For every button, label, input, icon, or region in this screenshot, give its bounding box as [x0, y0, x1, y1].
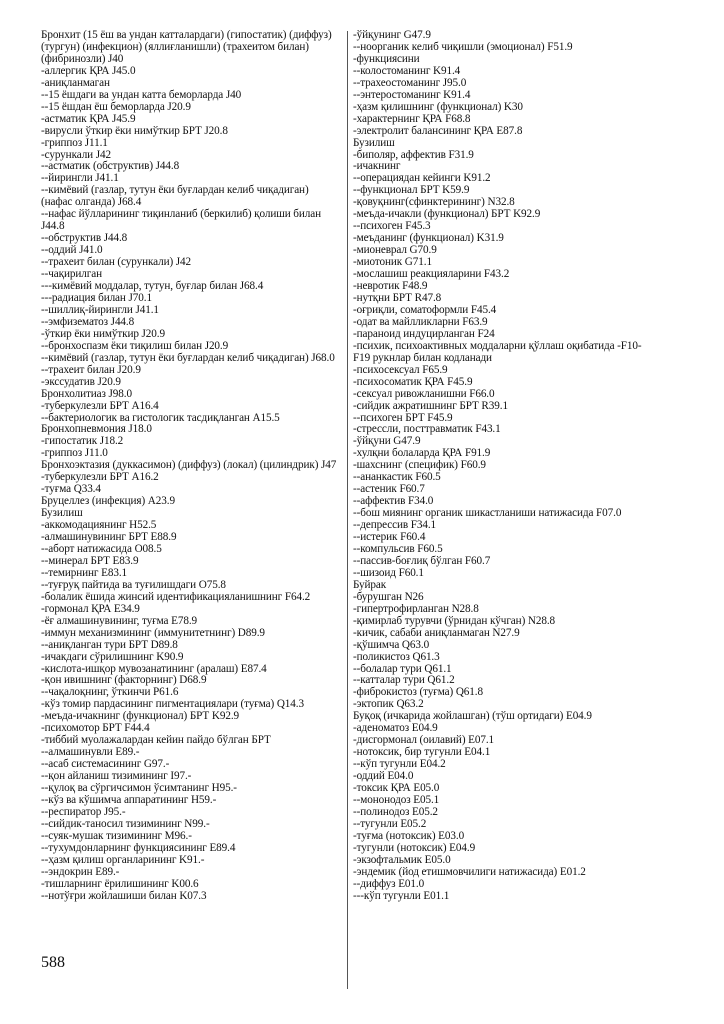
index-entry: -кўз томир пардасининг пигментациялари (туғма) Q14.3 — [41, 698, 304, 711]
index-entry: --энтеростоманинг K91.4 — [353, 88, 471, 101]
index-entry: --эмфизематоз J44.8 — [41, 315, 135, 328]
column-divider — [347, 31, 348, 989]
index-entry: -тугунли (нотоксик) E04.9 — [353, 841, 476, 854]
index-entry: --туғруқ пайтида ва туғилишдаги O75.8 — [41, 578, 226, 591]
index-entry: --эндокрин E89.- — [41, 865, 120, 878]
index-entry: -поликистоз Q61.3 — [353, 650, 440, 663]
index-entry: --чақирилган — [41, 268, 102, 281]
index-entry: -ўйқунинг G47.9 — [353, 29, 431, 41]
index-entry: --ноорганик келиб чиқишли (эмоционал) F51.9 — [353, 40, 573, 53]
index-entry: --катталар тури Q61.2 — [353, 674, 455, 687]
index-entry: -шахснинг (специфик) F60.9 — [353, 459, 486, 472]
index-entry: --оддий J41.0 — [41, 244, 103, 257]
index-entry: --бош миянинг органик шикастланиши натижасида F07.0 — [353, 507, 622, 520]
index-entry: -туғма Q33.4 — [41, 483, 101, 496]
index-entry: --сийдик-таносил тизимининг N99.- — [41, 817, 210, 830]
index-entry: Бронхопневмония J18.0 — [41, 423, 152, 436]
index-entry: --шизоид F60.1 — [353, 566, 424, 579]
index-entry: -аниқланмаган — [41, 76, 110, 89]
index-entry: -характернинг ҚРА F68.8 — [353, 112, 471, 125]
index-entry: --аниқланган тури БРТ D89.8 — [41, 638, 178, 651]
index-entry: --аффектив F34.0 — [353, 495, 434, 508]
index-entry: --кимёвий (газлар, тутун ёки буғлардан келиб чиқадиган) (нафас олганда) J68.4 — [41, 184, 309, 209]
index-entry: -қўшимча Q63.0 — [353, 638, 430, 651]
index-entry: -гипертрофирланган N28.8 — [353, 602, 479, 615]
index-entry: --аборт натижасида O08.5 — [41, 542, 162, 555]
index-entry: -нотоксик, бир тугунли E04.1 — [353, 746, 491, 759]
index-entry: --функционал БРТ K59.9 — [353, 184, 470, 197]
index-entry: -кислота-ишқор мувозанатининг (аралаш) E87.4 — [41, 662, 267, 675]
index-entry: --обструктив J44.8 — [41, 232, 128, 245]
index-entry: -меъданинг (функционал) K31.9 — [353, 232, 504, 245]
index-entry: --депрессив F34.1 — [353, 519, 437, 532]
index-entry: -қимирлаб турувчи (ўрнидан кўчган) N28.8 — [353, 614, 556, 627]
index-entry: -эктопик Q63.2 — [353, 698, 424, 711]
index-entry: --бактериологик ва гистологик тасдиқланган A15.5 — [41, 411, 280, 424]
index-entry: Бузилиш — [353, 136, 395, 149]
index-entry: --ҳазм қилиш органларининг K91.- — [41, 853, 205, 866]
index-entry: -гриппоз J11.1 — [41, 136, 108, 149]
index-entry: -меъда-ичакли (функционал) БРТ K92.9 — [353, 208, 541, 221]
index-column-left — [41, 30, 342, 903]
index-entry: ---радиация билан J70.1 — [41, 291, 152, 304]
index-entry: Бронхит (15 ёш ва ундан катталардаги) (гипостатик) (диффуз) (тургун) (инфекцион) (яллиғланишли) (трахеитом билан) (фибринозли) J40 — [41, 29, 332, 65]
index-entry: --психоген F45.3 — [353, 220, 431, 233]
index-entry: -оғриқли, соматоформли F45.4 — [353, 303, 497, 316]
index-entry: -оддий E04.0 — [353, 770, 414, 783]
index-entry: -ёғ алмашинувининг, туғма E78.9 — [41, 614, 198, 627]
index-entry: -сурункали J42 — [41, 148, 112, 161]
index-entry: --психоген БРТ F45.9 — [353, 411, 453, 424]
index-entry: -меъда-ичакнинг (функционал) БРТ K92.9 — [41, 710, 240, 723]
index-entry: -ўйқуни G47.9 — [353, 435, 421, 448]
index-entry: -гипостатик J18.2 — [41, 435, 124, 448]
index-entry: Буқоқ (ичкарида жойлашган) (тўш ортидаги) E04.9 — [353, 710, 592, 723]
index-entry: --истерик F60.4 — [353, 531, 426, 544]
index-entry: -биполяр, аффектив F31.9 — [353, 148, 474, 161]
index-entry: --қулоқ ва сўргичсимон ўсимтанинг H95.- — [41, 782, 237, 795]
index-entry: --астеник F60.7 — [353, 483, 425, 496]
index-entry: --чақалоқнинг, ўткинчи P61.6 — [41, 686, 179, 699]
index-column-right — [353, 30, 657, 903]
index-entry: -электролит балансининг ҚРА E87.8 — [353, 124, 523, 137]
index-entry: ---кўп тугунли E01.1 — [353, 889, 450, 902]
index-entry: -ўткир ёки нимўткир J20.9 — [41, 327, 165, 340]
index-entry: -болалик ёшида жинсий идентификацияланишнинг F64.2 — [41, 590, 311, 603]
index-entry: --алмашинувли E89.- — [41, 746, 140, 759]
index-entry: -экзофтальмик E05.0 — [353, 853, 451, 866]
index-entry: -туберкулезли БРТ A16.4 — [41, 399, 159, 412]
index-entry: -параноид индуцирланган F24 — [353, 327, 495, 340]
index-entry: -алмашинувининг БРТ E88.9 — [41, 531, 177, 544]
index-entry: --компульсив F60.5 — [353, 542, 443, 555]
index-entry: --ананкастик F60.5 — [353, 471, 441, 484]
index-entry: -кичик, сабаби аниқланмаган N27.9 — [353, 626, 520, 639]
index-entry: --трахеит билан (сурункали) J42 — [41, 256, 192, 269]
index-entry: -стрессли, посттравматик F43.1 — [353, 423, 501, 436]
index-entry: -сексуал ривожланишни F66.0 — [353, 387, 495, 400]
index-entry: -аденоматоз E04.9 — [353, 722, 438, 735]
index-entry: --тугунли E05.2 — [353, 817, 427, 830]
index-entry: --қон айланиш тизимининг I97.- — [41, 770, 192, 783]
index-entry: --шиллиқ-йирингли J41.1 — [41, 303, 159, 316]
index-entry: --астматик (обструктив) J44.8 — [41, 160, 180, 173]
index-entry: -қовуқнинг(сфинктерининг) N32.8 — [353, 196, 515, 209]
index-entry: --операциядан кейинги K91.2 — [353, 172, 491, 185]
index-entry: -аллергик ҚРА J45.0 — [41, 64, 136, 77]
index-entry: -невротик F48.9 — [353, 280, 428, 293]
index-entry: -бурушган N26 — [353, 590, 424, 603]
index-entry: -ичакдаги сўрилишнинг K90.9 — [41, 650, 184, 663]
index-entry: --болалар тури Q61.1 — [353, 662, 452, 675]
index-entry: --нафас йўлларининг тиқинланиб (беркилиб) қолиши билан J44.8 — [41, 208, 322, 233]
index-entry: ---кимёвий моддалар, тутун, буғлар билан J68.4 — [41, 280, 264, 293]
index-entry: -хулқни болаларда ҚРА F91.9 — [353, 447, 491, 460]
index-entry: -аккомодациянинг H52.5 — [41, 519, 157, 532]
index-entry: -сийдик ажратишнинг БРТ R39.1 — [353, 399, 508, 412]
index-entry: -туғма (нотоксик) E03.0 — [353, 829, 465, 842]
index-entry: -эндемик (йод етишмовчилиги натижасида) E01.2 — [353, 865, 586, 878]
index-entry: Бузилиш — [41, 507, 83, 520]
index-entry: --темирнинг E83.1 — [41, 566, 128, 579]
index-entry: --мононодоз E05.1 — [353, 794, 440, 806]
index-entry: -токсик ҚРА E05.0 — [353, 782, 440, 795]
index-entry: -психосоматик ҚРА F45.9 — [353, 375, 473, 388]
index-entry: --пассив-боғлиқ бўлган F60.7 — [353, 554, 491, 567]
index-entry: -тишларнинг ёрилишининг K00.6 — [41, 877, 199, 890]
index-entry: --кимёвий (газлар, тутун ёки буғлардан келиб чиқадиган) J68.0 — [41, 351, 335, 364]
index-entry: -гормонал ҚРА E34.9 — [41, 602, 140, 615]
index-entry: -миотоник G71.1 — [353, 256, 432, 269]
index-entry: -психомотор БРТ F44.4 — [41, 722, 150, 735]
index-entry: --кўп тугунли E04.2 — [353, 758, 446, 771]
index-entry: -астматик ҚРА J45.9 — [41, 112, 136, 125]
index-entry: --йирингли J41.1 — [41, 172, 119, 185]
index-entry: -мионеврал G70.9 — [353, 244, 437, 257]
index-entry: --15 ёшдаги ва ундан катта беморларда J40 — [41, 88, 242, 101]
index-entry: --трахеостоманинг J95.0 — [353, 76, 467, 89]
index-entry: -ҳазм қилишнинг (функционал) K30 — [353, 100, 523, 113]
index-entry: -мослашиш реакцияларини F43.2 — [353, 268, 510, 281]
index-entry: --нотўғри жойлашиши билан K07.3 — [41, 889, 207, 902]
index-entry: --тухумдонларнинг функциясининг E89.4 — [41, 841, 236, 854]
index-entry: -иммун механизмининг (иммунитетнинг) D89.9 — [41, 626, 265, 639]
index-entry: -вирусли ўткир ёки нимўткир БРТ J20.8 — [41, 124, 228, 137]
index-entry: -одат ва майлликларни F63.9 — [353, 315, 488, 328]
index-entry: -туберкулезли БРТ A16.2 — [41, 471, 159, 484]
index-entry: --трахеит билан J20.9 — [41, 363, 141, 376]
index-entry: -психик, психоактивных моддаларни қўллаш оқибатида -F10-F19 рукнлар билан кодланади — [353, 339, 642, 364]
index-entry: -тиббий муолажалардан кейин пайдо бўлган БРТ — [41, 734, 271, 747]
index-entry: --диффуз E01.0 — [353, 877, 425, 890]
index-entry: --минерал БРТ E83.9 — [41, 554, 139, 567]
index-entry: -нутқни БРТ R47.8 — [353, 291, 442, 304]
index-entry: -дисгормонал (оилавий) E07.1 — [353, 734, 495, 747]
page-number: 588 — [41, 954, 65, 971]
index-entry: --полинодоз E05.2 — [353, 805, 438, 818]
index-entry: --бронхоспазм ёки тиқилиш билан J20.9 — [41, 339, 229, 352]
index-entry: --15 ёшдан ёш беморларда J20.9 — [41, 100, 191, 113]
index-entry: Бронхолитиаз J98.0 — [41, 387, 132, 400]
index-entry: --кўз ва кўшимча аппаратининг H59.- — [41, 794, 217, 806]
index-entry: --колостоманинг K91.4 — [353, 64, 461, 77]
index-entry: -фиброкистоз (туғма) Q61.8 — [353, 686, 483, 699]
index-entry: --асаб системасининг G97.- — [41, 758, 170, 771]
index-entry: -психосексуал F65.9 — [353, 363, 448, 376]
index-entry: Бронхоэктазия (дуккасимон) (диффуз) (локал) (цилиндрик) J47 — [41, 459, 337, 472]
index-entry: Буйрак — [353, 578, 387, 591]
index-entry: -гриппоз J11.0 — [41, 447, 108, 460]
index-entry: --респиратор J95.- — [41, 805, 126, 818]
index-entry: -қон ивишнинг (факторнинг) D68.9 — [41, 674, 207, 687]
index-entry: Бруцеллез (инфекция) A23.9 — [41, 495, 175, 508]
index-entry: --суяк-мушак тизимининг M96.- — [41, 829, 192, 842]
index-entry: -функциясини — [353, 52, 420, 65]
index-entry: -ичакнинг — [353, 160, 401, 173]
index-entry: -экссудатив J20.9 — [41, 375, 121, 388]
